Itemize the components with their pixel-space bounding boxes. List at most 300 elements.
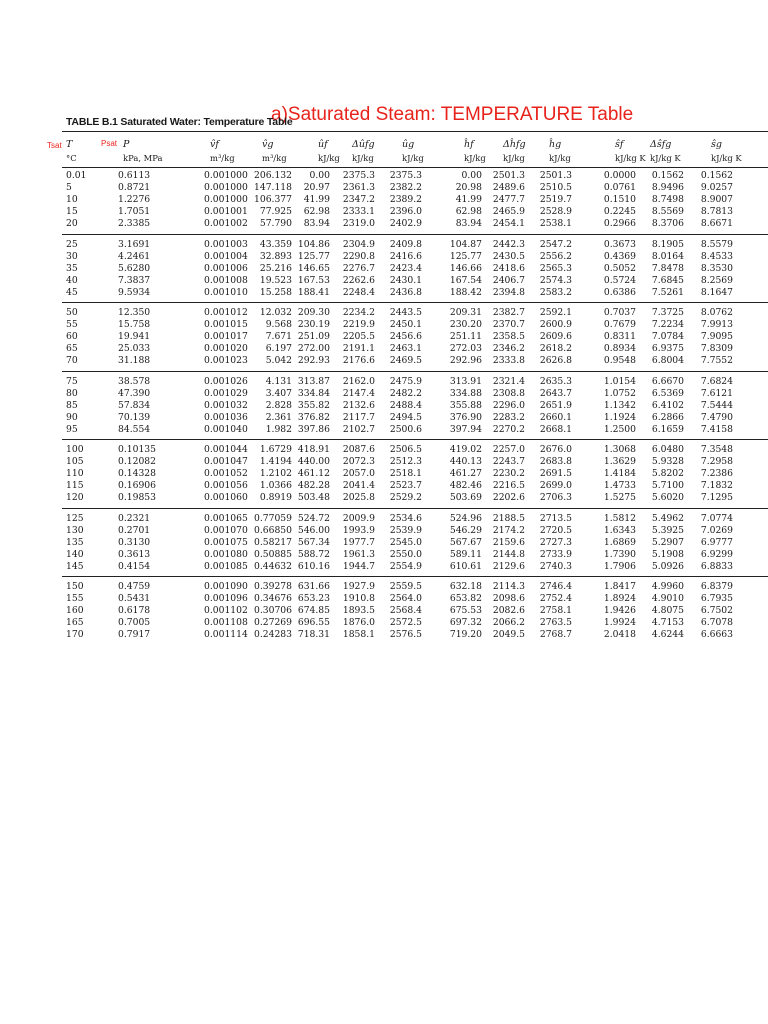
table-cell: 0.001065 <box>204 512 248 524</box>
table-cell: 2510.5 <box>539 182 572 194</box>
table-row <box>0 287 768 299</box>
table-row <box>0 537 768 549</box>
table-cell: 3.1691 <box>118 238 151 250</box>
table-cell: 1893.5 <box>342 605 375 617</box>
table-cell: 482.28 <box>297 480 330 492</box>
table-cell: 674.85 <box>297 605 330 617</box>
table-cell: 2072.3 <box>342 456 375 468</box>
table-cell: 1.3629 <box>603 456 636 468</box>
table-cell: 2568.4 <box>389 605 422 617</box>
table-cell: 20.98 <box>455 182 482 194</box>
table-cell: 461.12 <box>297 468 330 480</box>
table-cell: 2129.6 <box>492 560 525 572</box>
table-cell: 20 <box>66 218 78 230</box>
table-cell: 503.69 <box>449 492 482 504</box>
table-cell: 155 <box>66 593 84 605</box>
table-cell: 6.9299 <box>700 548 733 560</box>
table-row <box>0 206 768 218</box>
table-cell: 0.34676 <box>254 593 292 605</box>
table-cell: 4.2461 <box>118 250 151 262</box>
table-cell: 2087.6 <box>342 444 375 455</box>
table-cell: 0.00 <box>461 170 482 181</box>
table-cell: 0.001020 <box>204 343 248 355</box>
table-cell: 5.9328 <box>651 456 684 468</box>
table-cell: 57.834 <box>118 399 151 411</box>
table-cell: 8.1905 <box>651 238 684 250</box>
table-row <box>0 355 768 367</box>
table-cell: 0.2245 <box>603 206 636 218</box>
table-cell: 0.001075 <box>204 536 248 548</box>
table-cell: 2651.9 <box>539 399 572 411</box>
header-unit: kJ/kg K <box>615 153 646 163</box>
table-cell: 2518.1 <box>389 468 422 480</box>
table-cell: 524.96 <box>449 512 482 524</box>
header-symbol: Δûfg <box>352 139 375 150</box>
table-cell: 8.9496 <box>651 182 684 194</box>
table-cell: 6.2866 <box>651 411 684 423</box>
table-row <box>0 424 768 436</box>
table-cell: 0.001010 <box>204 286 248 298</box>
table-row <box>0 331 768 343</box>
table-cell: 2500.6 <box>389 423 422 435</box>
table-cell: 104.87 <box>449 238 482 250</box>
table-cell: 2370.7 <box>492 319 525 331</box>
table-row <box>0 581 768 593</box>
table-cell: 2389.2 <box>389 194 422 206</box>
table-cell: 2347.2 <box>342 194 375 206</box>
table-cell: 2188.5 <box>492 512 525 524</box>
table-cell: 0.8721 <box>118 182 151 194</box>
table-row <box>0 239 768 251</box>
table-cell: 0.001006 <box>204 262 248 274</box>
table-cell: 9.5934 <box>118 286 151 298</box>
table-cell: 2699.0 <box>539 480 572 492</box>
table-cell: 1944.7 <box>342 560 375 572</box>
table-cell: 7.6824 <box>700 375 733 387</box>
table-cell: 6.7935 <box>700 593 733 605</box>
table-cell: 2746.4 <box>539 581 572 592</box>
table-cell: 60 <box>66 331 78 343</box>
table-cell: 2174.2 <box>492 524 525 536</box>
table-cell: 0.001000 <box>204 194 248 206</box>
annotation-title: a)Saturated Steam: TEMPERATURE Table <box>271 104 634 125</box>
table-cell: 230.19 <box>297 319 330 331</box>
table-cell: 0.6113 <box>118 170 151 181</box>
table-cell: 2475.9 <box>389 375 422 387</box>
table-row <box>0 492 768 504</box>
table-cell: 8.7813 <box>700 206 733 218</box>
table-cell: 7.2386 <box>700 468 733 480</box>
group-divider <box>62 302 768 303</box>
table-cell: 0.001032 <box>204 399 248 411</box>
table-cell: 2576.5 <box>389 629 422 641</box>
table-cell: 0.001052 <box>204 468 248 480</box>
table-row <box>0 307 768 319</box>
table-cell: 6.6670 <box>651 375 684 387</box>
table-cell: 0.2321 <box>118 512 151 524</box>
table-cell: 2333.8 <box>492 355 525 367</box>
table-cell: 0.30706 <box>254 605 292 617</box>
table-cell: 2409.8 <box>389 238 422 250</box>
header-unit: kJ/kg <box>503 153 525 163</box>
table-cell: 2304.9 <box>342 238 375 250</box>
table-cell: 0.50885 <box>254 548 292 560</box>
table-cell: 2538.1 <box>539 218 572 230</box>
table-cell: 440.13 <box>449 456 482 468</box>
table-cell: 0.001017 <box>204 331 248 343</box>
table-cell: 355.82 <box>297 399 330 411</box>
table-cell: 2550.0 <box>389 548 422 560</box>
table-cell: 115 <box>66 480 84 492</box>
header-symbol: ûg <box>402 139 415 150</box>
header-symbol: P <box>123 139 130 150</box>
table-cell: 1.5275 <box>603 492 636 504</box>
table-row <box>0 319 768 331</box>
table-cell: 0.8934 <box>603 343 636 355</box>
table-cell: 5.0926 <box>651 560 684 572</box>
header-symbol: T <box>66 139 73 150</box>
table-cell: 2406.7 <box>492 274 525 286</box>
table-cell: 2114.3 <box>492 581 525 592</box>
header-unit: kJ/kg <box>318 153 340 163</box>
group-divider <box>62 234 768 235</box>
table-cell: 25.216 <box>259 262 292 274</box>
table-cell: 2205.5 <box>342 331 375 343</box>
group-divider <box>62 508 768 509</box>
table-cell: 15.258 <box>259 286 292 298</box>
table-cell: 2290.8 <box>342 250 375 262</box>
table-cell: 631.66 <box>297 581 330 592</box>
header-unit: kJ/kg K <box>650 153 681 163</box>
table-cell: 7.1832 <box>700 480 733 492</box>
table-cell: 376.90 <box>449 411 482 423</box>
table-cell: 2430.5 <box>492 250 525 262</box>
table-cell: 7.2234 <box>651 319 684 331</box>
header-symbol: v̂g <box>262 139 274 150</box>
table-cell: 2.361 <box>265 411 292 423</box>
table-cell: 567.67 <box>449 536 482 548</box>
table-cell: 7.8309 <box>700 343 733 355</box>
table-cell: 230.20 <box>449 319 482 331</box>
table-cell: 0.4759 <box>118 581 151 592</box>
table-cell: 2333.1 <box>342 206 375 218</box>
table-row <box>0 605 768 617</box>
header-unit: °C <box>66 153 77 163</box>
table-cell: 653.82 <box>449 593 482 605</box>
table-cell: 2545.0 <box>389 536 422 548</box>
table-row <box>0 275 768 287</box>
table-cell: 2262.6 <box>342 274 375 286</box>
table-cell: 524.72 <box>297 512 330 524</box>
table-cell: 0.001080 <box>204 548 248 560</box>
table-cell: 45 <box>66 286 78 298</box>
table-cell: 0.001040 <box>204 423 248 435</box>
table-cell: 2456.6 <box>389 331 422 343</box>
table-cell: 2752.4 <box>539 593 572 605</box>
table-cell: 6.7078 <box>700 617 733 629</box>
table-cell: 397.86 <box>297 423 330 435</box>
table-cell: 2529.2 <box>389 492 422 504</box>
table-cell: 5.6020 <box>651 492 684 504</box>
table-cell: 2683.8 <box>539 456 572 468</box>
table-row <box>0 412 768 424</box>
table-cell: 167.54 <box>449 274 482 286</box>
table-row <box>0 593 768 605</box>
table-cell: 0.6386 <box>603 286 636 298</box>
table-cell: 0.4369 <box>603 250 636 262</box>
table-cell: 2519.7 <box>539 194 572 206</box>
table-row <box>0 629 768 641</box>
table-cell: 7.0269 <box>700 524 733 536</box>
table-cell: 2635.3 <box>539 375 572 387</box>
table-cell: 0.001000 <box>204 182 248 194</box>
table-cell: 482.46 <box>449 480 482 492</box>
table-cell: 0.3673 <box>603 238 636 250</box>
table-cell: 7.0774 <box>700 512 733 524</box>
table-cell: 2583.2 <box>539 286 572 298</box>
table-cell: 0.12082 <box>118 456 156 468</box>
table-cell: 2321.4 <box>492 375 525 387</box>
table-cell: 70.139 <box>118 411 151 423</box>
table-cell: 2539.9 <box>389 524 422 536</box>
table-cell: 1.7906 <box>603 560 636 572</box>
table-cell: 696.55 <box>297 617 330 629</box>
table-cell: 0.001056 <box>204 480 248 492</box>
table-cell: 2660.1 <box>539 411 572 423</box>
table-cell: 8.3706 <box>651 218 684 230</box>
table-cell: 8.0164 <box>651 250 684 262</box>
table-cell: 1.9426 <box>603 605 636 617</box>
table-cell: 4.131 <box>265 375 292 387</box>
table-cell: 7.4790 <box>700 411 733 423</box>
table-cell: 0.001114 <box>204 629 248 641</box>
table-cell: 2319.0 <box>342 218 375 230</box>
table-cell: 7.3548 <box>700 444 733 455</box>
table-cell: 397.94 <box>449 423 482 435</box>
table-cell: 1.4184 <box>603 468 636 480</box>
table-cell: 2416.6 <box>389 250 422 262</box>
table-cell: 1.8924 <box>603 593 636 605</box>
table-cell: 4.8075 <box>651 605 684 617</box>
table-cell: 2176.6 <box>342 355 375 367</box>
table-cell: 2501.3 <box>539 170 572 181</box>
table-cell: 55 <box>66 319 78 331</box>
table-cell: 2216.5 <box>492 480 525 492</box>
table-cell: 2.828 <box>265 399 292 411</box>
table-cell: 5.7100 <box>651 480 684 492</box>
table-cell: 1.3068 <box>603 444 636 455</box>
table-cell: 0.8311 <box>603 331 636 343</box>
table-cell: 0.7679 <box>603 319 636 331</box>
table-cell: 1.982 <box>265 423 292 435</box>
table-cell: 25 <box>66 238 78 250</box>
table-cell: 8.6671 <box>700 218 733 230</box>
table-cell: 40 <box>66 274 78 286</box>
table-cell: 2469.5 <box>389 355 422 367</box>
table-cell: 610.16 <box>297 560 330 572</box>
table-row <box>0 194 768 206</box>
table-cell: 0.7917 <box>118 629 151 641</box>
table-cell: 0.001003 <box>204 238 248 250</box>
table-cell: 6.8004 <box>651 355 684 367</box>
table-cell: 6.0480 <box>651 444 684 455</box>
table-cell: 2308.8 <box>492 387 525 399</box>
table-cell: 0.5431 <box>118 593 151 605</box>
table-row <box>0 376 768 388</box>
table-cell: 5.4962 <box>651 512 684 524</box>
table-cell: 8.9007 <box>700 194 733 206</box>
table-cell: 146.66 <box>449 262 482 274</box>
table-cell: 2358.5 <box>492 331 525 343</box>
table-cell: 7.8478 <box>651 262 684 274</box>
table-cell: 83.94 <box>303 218 330 230</box>
table-cell: 140 <box>66 548 84 560</box>
table-cell: 1876.0 <box>342 617 375 629</box>
table-cell: 0.2966 <box>603 218 636 230</box>
table-cell: 15.758 <box>118 319 151 331</box>
table-cell: 2643.7 <box>539 387 572 399</box>
table-cell: 2270.2 <box>492 423 525 435</box>
table-cell: 47.390 <box>118 387 151 399</box>
table-cell: 7.5444 <box>700 399 733 411</box>
table-cell: 8.1647 <box>700 286 733 298</box>
table-cell: 5.1908 <box>651 548 684 560</box>
group-divider <box>62 576 768 577</box>
table-cell: 0.3613 <box>118 548 151 560</box>
group-divider <box>62 439 768 440</box>
table-cell: 2565.3 <box>539 262 572 274</box>
table-cell: 0.16906 <box>118 480 156 492</box>
table-cell: 546.00 <box>297 524 330 536</box>
table-cell: 6.7502 <box>700 605 733 617</box>
table-cell: 188.41 <box>297 286 330 298</box>
table-cell: 589.11 <box>449 548 482 560</box>
table-cell: 2733.9 <box>539 548 572 560</box>
table-cell: 2523.7 <box>389 480 422 492</box>
table-cell: 313.87 <box>297 375 330 387</box>
table-cell: 2618.2 <box>539 343 572 355</box>
table-cell: 2482.2 <box>389 387 422 399</box>
header-symbol-row <box>0 139 768 151</box>
table-cell: 2382.2 <box>389 182 422 194</box>
table-cell: 0.19853 <box>118 492 156 504</box>
header-unit: m³/kg <box>210 153 235 163</box>
table-cell: 62.98 <box>455 206 482 218</box>
table-cell: 503.48 <box>297 492 330 504</box>
table-cell: 20.97 <box>303 182 330 194</box>
table-cell: 0.001001 <box>204 206 248 218</box>
table-cell: 100 <box>66 444 84 455</box>
table-cell: 1.1924 <box>603 411 636 423</box>
table-cell: 209.30 <box>297 307 330 318</box>
table-cell: 95 <box>66 423 78 435</box>
table-cell: 2102.7 <box>342 423 375 435</box>
table-cell: 653.23 <box>297 593 330 605</box>
table-cell: 0.2701 <box>118 524 151 536</box>
header-symbol: Δŝfg <box>650 139 672 150</box>
table-cell: 2234.2 <box>342 307 375 318</box>
table-cell: 2147.4 <box>342 387 375 399</box>
table-cell: 1910.8 <box>342 593 375 605</box>
table-cell: 209.31 <box>449 307 482 318</box>
table-cell: 2626.8 <box>539 355 572 367</box>
table-cell: 2512.3 <box>389 456 422 468</box>
table-cell: 440.00 <box>297 456 330 468</box>
table-cell: 313.91 <box>449 375 482 387</box>
table-cell: 0.001008 <box>204 274 248 286</box>
table-cell: 2382.7 <box>492 307 525 318</box>
table-row <box>0 513 768 525</box>
table-row <box>0 456 768 468</box>
table-cell: 0.24283 <box>254 629 292 641</box>
table-cell: 0.3130 <box>118 536 151 548</box>
table-cell: 105 <box>66 456 84 468</box>
table-cell: 4.9010 <box>651 593 684 605</box>
table-top-rule <box>62 131 768 132</box>
table-cell: 1.2500 <box>603 423 636 435</box>
table-cell: 697.32 <box>449 617 482 629</box>
table-cell: 2534.6 <box>389 512 422 524</box>
header-symbol: ŝg <box>711 139 722 150</box>
table-cell: 160 <box>66 605 84 617</box>
table-cell: 1961.3 <box>342 548 375 560</box>
table-cell: 2528.9 <box>539 206 572 218</box>
table-cell: 4.7153 <box>651 617 684 629</box>
table-cell: 170 <box>66 629 84 641</box>
table-cell: 50 <box>66 307 78 318</box>
table-cell: 146.65 <box>297 262 330 274</box>
table-row <box>0 468 768 480</box>
table-cell: 418.91 <box>297 444 330 455</box>
table-row <box>0 218 768 230</box>
table-cell: 0.001085 <box>204 560 248 572</box>
table-cell: 2488.4 <box>389 399 422 411</box>
table-cell: 2691.5 <box>539 468 572 480</box>
header-symbol: ĥg <box>549 139 562 150</box>
table-cell: 147.118 <box>254 182 292 194</box>
table-cell: 719.20 <box>449 629 482 641</box>
table-cell: 15 <box>66 206 78 218</box>
table-cell: 57.790 <box>259 218 292 230</box>
table-cell: 84.554 <box>118 423 151 435</box>
table-cell: 1.0752 <box>603 387 636 399</box>
table-cell: 0.5724 <box>603 274 636 286</box>
table-cell: 0.001002 <box>204 218 248 230</box>
table-cell: 2442.3 <box>492 238 525 250</box>
table-cell: 2049.5 <box>492 629 525 641</box>
table-cell: 0.001023 <box>204 355 248 367</box>
table-cell: 2162.0 <box>342 375 375 387</box>
table-cell: 62.98 <box>303 206 330 218</box>
table-cell: 0.1510 <box>603 194 636 206</box>
table-cell: 272.00 <box>297 343 330 355</box>
group-divider <box>62 371 768 372</box>
table-cell: 2592.1 <box>539 307 572 318</box>
table-cell: 75 <box>66 375 78 387</box>
table-cell: 6.8379 <box>700 581 733 592</box>
table-cell: 0.001070 <box>204 524 248 536</box>
table-cell: 0.001026 <box>204 375 248 387</box>
table-cell: 2574.3 <box>539 274 572 286</box>
table-cell: 2564.0 <box>389 593 422 605</box>
table-cell: 2066.2 <box>492 617 525 629</box>
table-cell: 272.03 <box>449 343 482 355</box>
table-cell: 0.001036 <box>204 411 248 423</box>
table-cell: 632.18 <box>449 581 482 592</box>
table-cell: 2.3385 <box>118 218 151 230</box>
table-cell: 31.188 <box>118 355 151 367</box>
table-cell: 1.2102 <box>259 468 292 480</box>
